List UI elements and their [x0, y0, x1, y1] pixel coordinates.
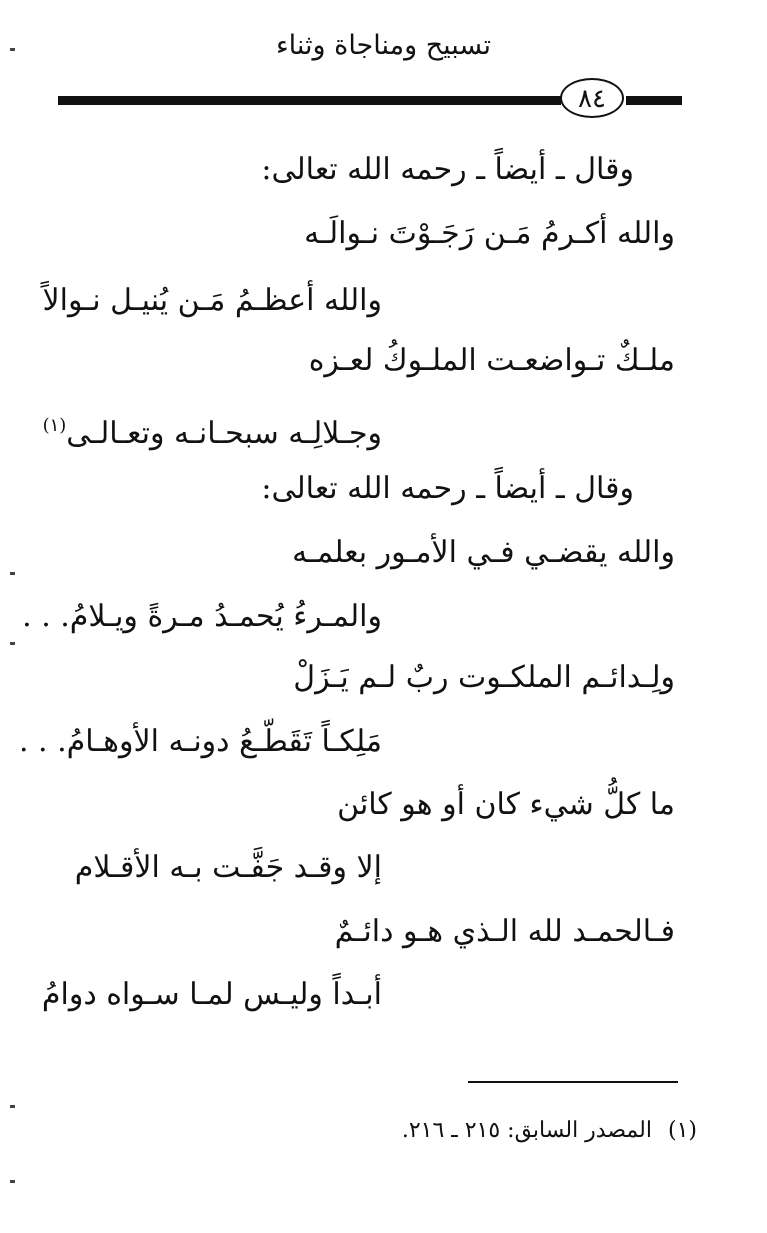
footnote — [402, 1118, 697, 1143]
verse-first-hemistich: فـالحمـد لله الـذي هـو دائـمٌ — [334, 914, 675, 949]
page-number: ٨٤ — [560, 78, 624, 118]
verse-second-hemistich: مَلِكـاً تَقَطّـعُ دونـه الأوهـامُ. . . — [18, 724, 382, 759]
verse-first-hemistich: ولِـدائـم الملكـوت ربٌ لـم يَـزَلْ — [293, 660, 675, 695]
footnote-text: المصدر السابق: ٢١٥ ـ ٢١٦. — [401, 1118, 652, 1143]
scan-edge-mark — [10, 48, 15, 51]
footnote-marker: (١) — [667, 1118, 697, 1143]
verse-first-hemistich: ملـكٌ تـواضعـت الملـوكُ لعـزه — [308, 343, 675, 378]
poem-intro: وقال ـ أيضاً ـ رحمه الله تعالى: — [261, 152, 634, 187]
verse-first-hemistich: والله أكـرمُ مَـن رَجَـوْتَ نـوالَـه — [304, 216, 675, 251]
poem-intro: وقال ـ أيضاً ـ رحمه الله تعالى: — [261, 471, 634, 506]
verse-text: وجـلالِـه سبحـانـه وتعـالـى — [66, 416, 382, 451]
header-rule-right — [626, 96, 682, 105]
verse-second-hemistich: أبـداً وليـس لمـا سـواه دوامُ — [41, 977, 382, 1012]
verse-first-hemistich: ما كلُّ شيء كان أو هو كائن — [337, 787, 675, 822]
verse-second-hemistich: إلا وقـد جَفَّـت بـه الأقـلام — [74, 850, 382, 885]
header-rule — [58, 78, 682, 126]
scan-edge-mark — [10, 1105, 15, 1108]
verse-second-hemistich: والله أعظـمُ مَـن يُنيـل نـوالاً — [42, 283, 382, 318]
footnote-rule — [468, 1081, 678, 1083]
scan-edge-mark — [10, 1180, 15, 1183]
verse-second-hemistich — [43, 406, 382, 454]
verse-first-hemistich: والله يقضـي فـي الأمـور بعلمـه — [292, 535, 675, 570]
verse-second-hemistich: والمـرءُ يُحمـدُ مـرةً ويـلامُ. . . — [22, 599, 382, 634]
header-rule-left — [58, 96, 561, 105]
scan-edge-mark — [10, 642, 15, 645]
footnote-reference: (١) — [42, 415, 67, 436]
running-title: تسبيح ومناجاة وثناء — [275, 30, 492, 61]
scan-edge-mark — [10, 572, 15, 575]
